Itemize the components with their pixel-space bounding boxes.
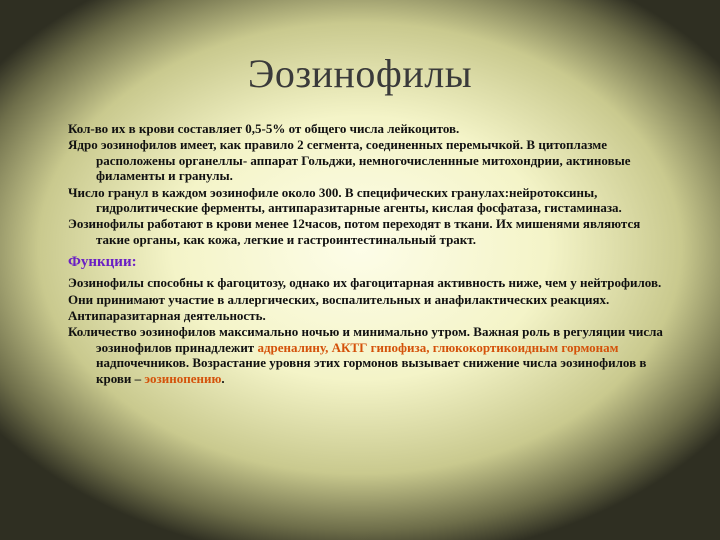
paragraph-lifetime: Эозинофилы работают в крови менее 12часов, потом переходят в ткани. Их мишенями являются такие органы, как кожа, легкие и гастроинтестинальный тракт. xyxy=(68,216,641,247)
regulation-text-2: надпочечников. Возрастание уровня этих гормонов вызывает снижение числа эозинофилов в крови – xyxy=(96,355,647,386)
paragraph-count: Кол-во их в крови составляет 0,5-5% от общего числа лейкоцитов. xyxy=(68,121,460,136)
function-allergic: Они принимают участие в аллергических, воспалительных и анафилактических реакциях. xyxy=(68,291,610,307)
functions-heading: Функции: xyxy=(68,254,137,271)
slide-content xyxy=(68,121,668,387)
paragraph-granules: Число гранул в каждом эозинофиле около 300. В специфических гранулах:нейротоксины, гидролитические ферменты, антипаразитарные агенты, кислая фосфатаза, гистаминаза. xyxy=(68,184,622,216)
hormones-highlight: адреналину, АКТГ гипофиза, глюкокортикоидным гормонам xyxy=(257,339,619,355)
function-antiparasitic: Антипаразитарная деятельность. xyxy=(68,308,266,324)
paragraph-regulation xyxy=(68,324,668,386)
regulation-text-3: . xyxy=(221,370,225,386)
eosinopenia-highlight: эозинопению xyxy=(144,370,222,386)
function-phagocytosis: Эозинофилы способны к фагоцитозу, однако их фагоцитарная активность ниже, чем у нейтрофилов. xyxy=(68,275,662,291)
regulation-text-1: Количество эозинофилов максимально ночью и минимально утром. Важная роль в регуляции числа эозинофилов принадлежит xyxy=(68,324,663,355)
slide-title: Эозинофилы xyxy=(247,51,473,96)
paragraph-nucleus: Ядро эозинофилов имеет, как правило 2 сегмента, соединенных перемычкой. В цитоплазме расположены органеллы- аппарат Гольджи, немногочисленнные митохондрии, актиновые филаменты и гранулы. xyxy=(68,137,631,184)
